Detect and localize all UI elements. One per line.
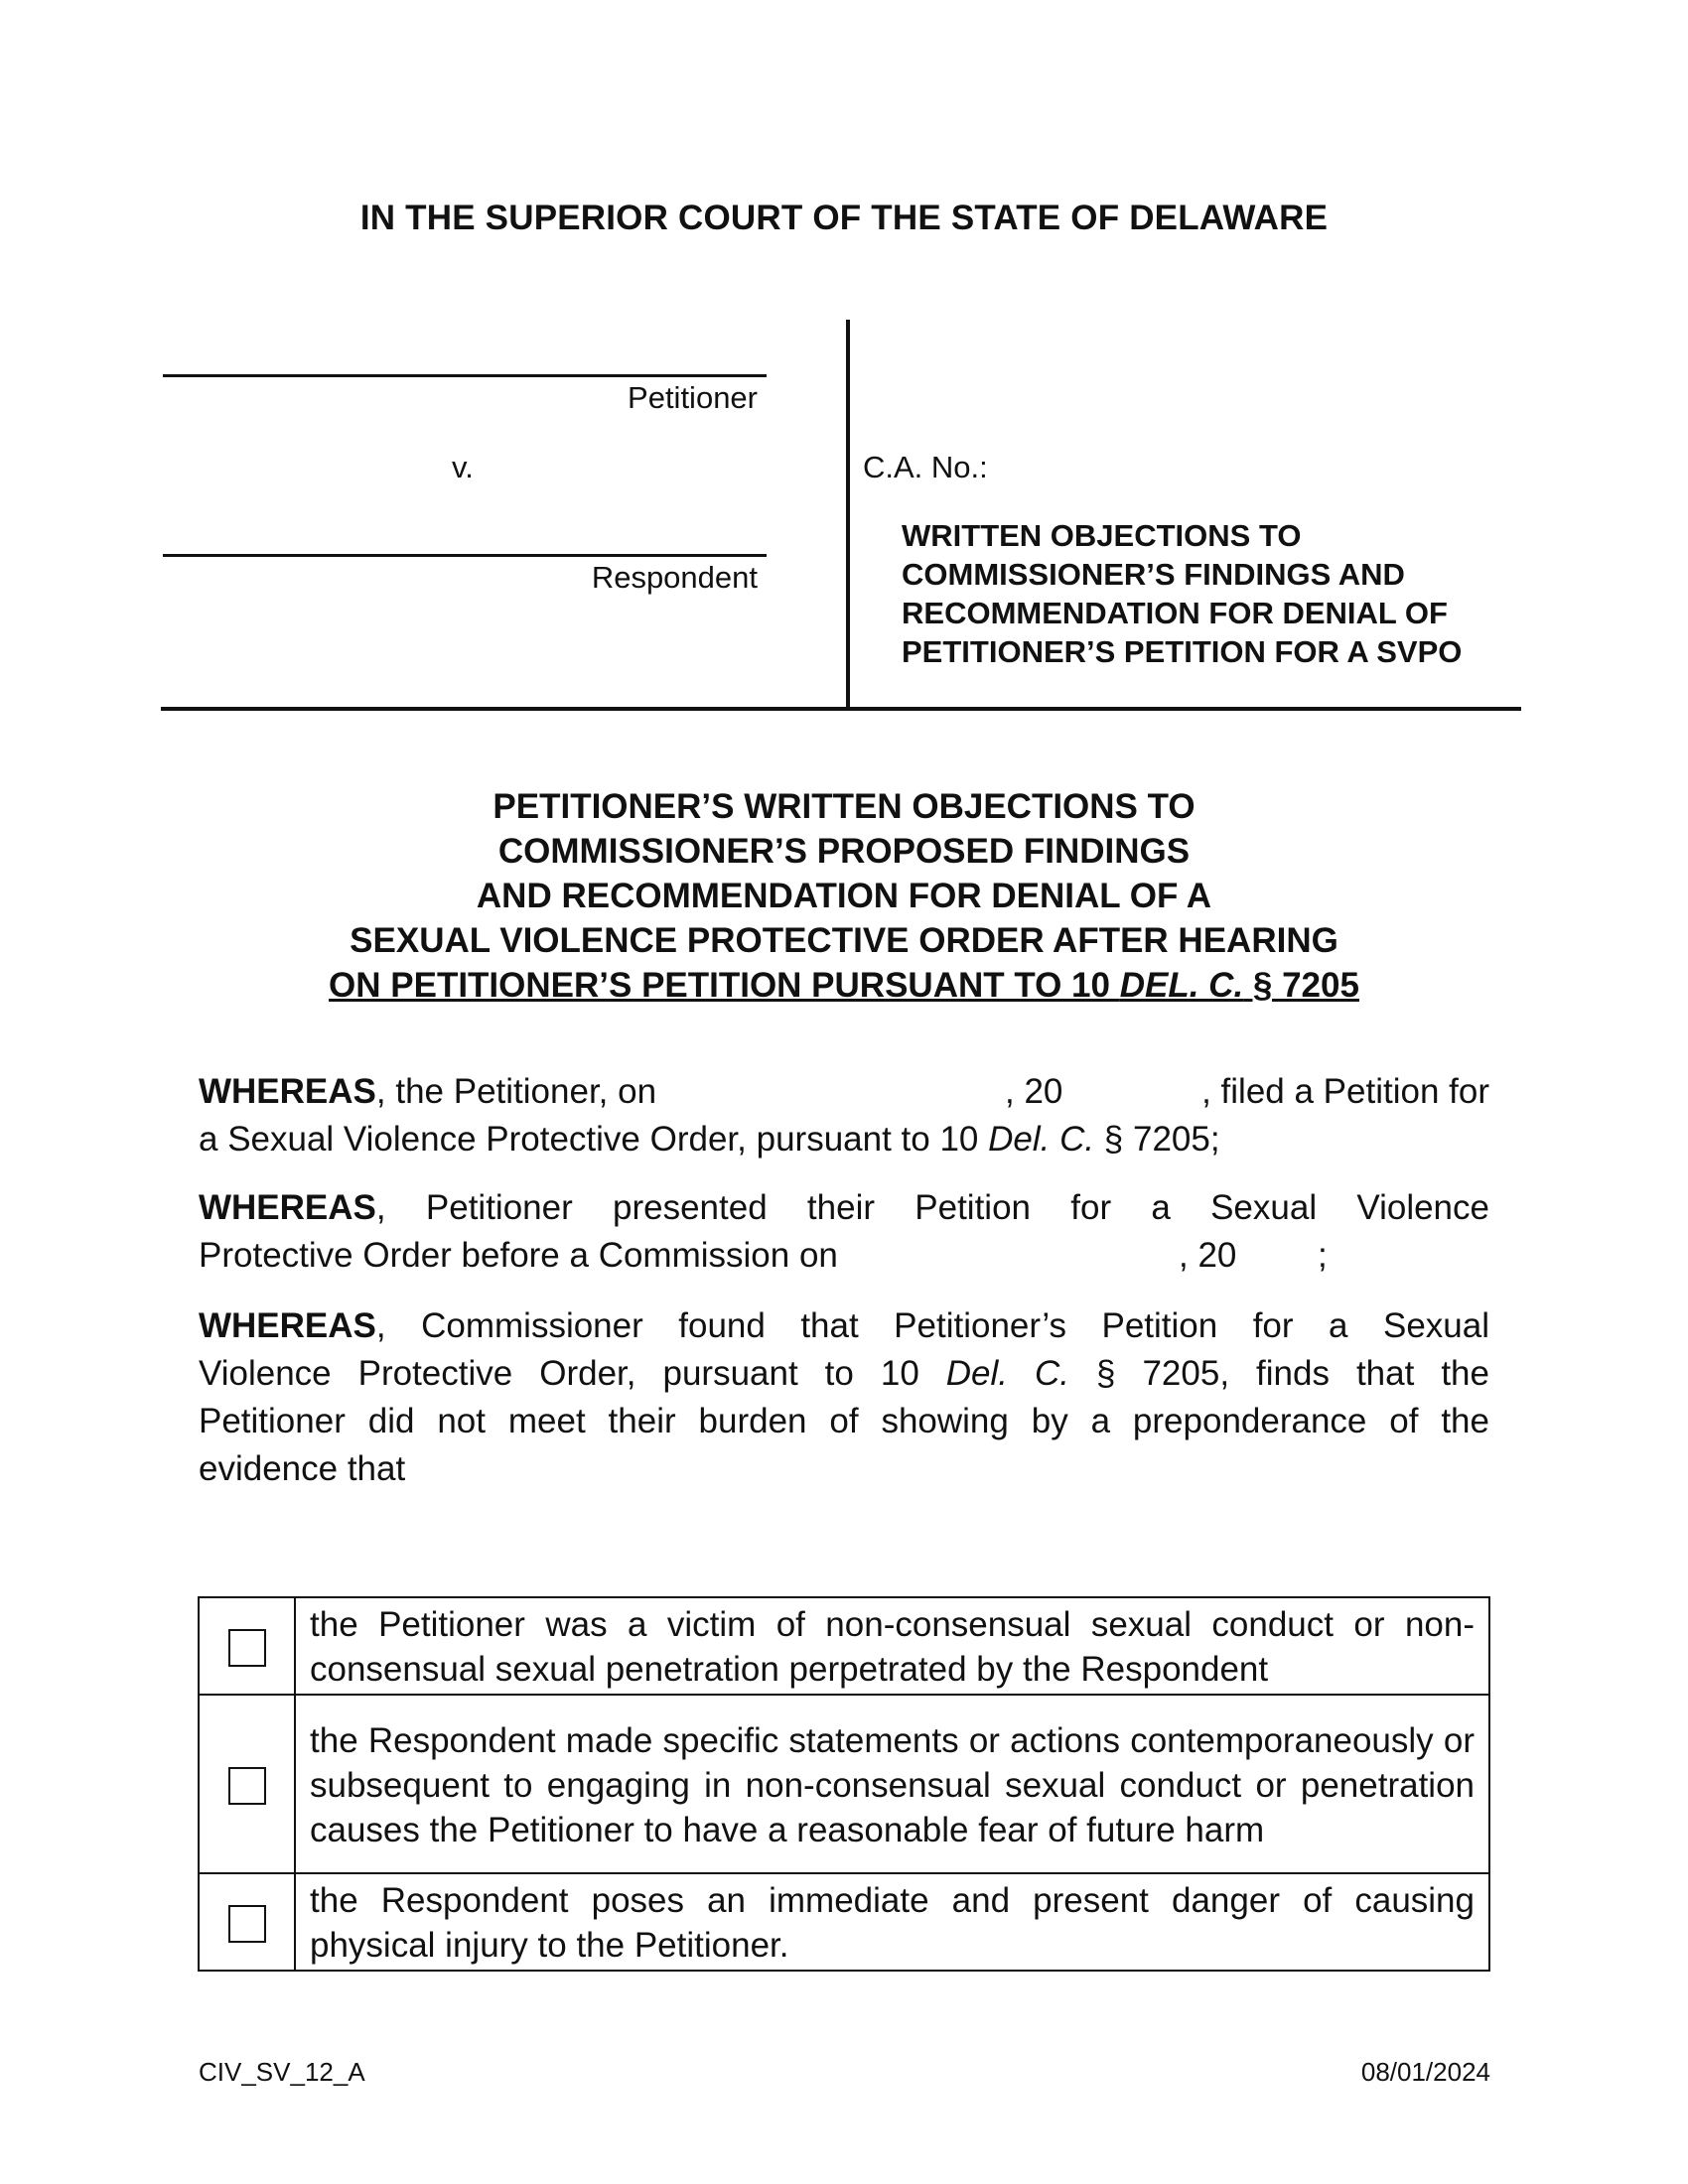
- form-date: 08/01/2024: [1360, 2057, 1490, 2087]
- whereas-paragraph-3: WHEREAS, Commissioner found that Petitioner’s Petition for a Sexual Violence Protective Order, pursuant to 10 Del. C. § 7205, finds that the Petitioner did not meet their burden of showing by a preponderance of the evidence that: [199, 1306, 1489, 1488]
- finding-text: the Respondent poses an immediate and present danger of causing physical injury to the Petitioner.: [295, 1873, 1489, 1971]
- findings-table: [198, 1596, 1490, 1972]
- caption-title-line: PETITIONER’S PETITION FOR A SVPO: [902, 634, 1463, 669]
- caption-divider: [846, 320, 850, 709]
- petitioner-name-line: [163, 374, 767, 377]
- main-title-line: PETITIONER’S WRITTEN OBJECTIONS TO: [492, 787, 1196, 826]
- hearing-year-blank[interactable]: [1256, 1232, 1306, 1276]
- main-title: [0, 784, 1688, 1008]
- respondent-label: Respondent: [591, 560, 758, 595]
- main-title-line: SEXUAL VIOLENCE PROTECTIVE ORDER AFTER HEARING: [350, 921, 1338, 960]
- versus-label: v.: [452, 450, 474, 484]
- case-number-label: C.A. No.:: [863, 450, 988, 484]
- filing-month-day-blank[interactable]: [715, 1068, 993, 1112]
- form-code: CIV_SV_12_A: [199, 2057, 365, 2087]
- finding-text: the Petitioner was a victim of non-consensual sexual conduct or non-consensual sexual penetration perpetrated by the Respondent: [295, 1597, 1489, 1695]
- caption-title-line: WRITTEN OBJECTIONS TO: [902, 518, 1302, 553]
- finding-checkbox[interactable]: [228, 1629, 266, 1667]
- main-title-statute-line: ON PETITIONER’S PETITION PURSUANT TO 10 DEL. C. § 7205: [329, 966, 1359, 1005]
- main-title-line: COMMISSIONER’S PROPOSED FINDINGS: [497, 832, 1191, 871]
- court-title: IN THE SUPERIOR COURT OF THE STATE OF DELAWARE: [359, 199, 1329, 237]
- finding-row: [199, 1597, 1489, 1695]
- respondent-name-line: [163, 554, 767, 557]
- hearing-month-day-blank[interactable]: [914, 1232, 1172, 1276]
- finding-checkbox[interactable]: [228, 1767, 266, 1805]
- whereas-paragraph-1: WHEREAS, the Petitioner, on , 20 , filed a Petition for a Sexual Violence Protective Order, pursuant to 10 Del. C. § 7205;: [199, 1068, 1489, 1163]
- caption-bottom-rule: [161, 707, 1521, 711]
- caption-title-line: COMMISSIONER’S FINDINGS AND: [902, 557, 1405, 592]
- whereas-paragraph-2: WHEREAS, Petitioner presented their Petition for a Sexual Violence Protective Order before a Commission on , 20 ;: [199, 1188, 1489, 1275]
- finding-row: [199, 1695, 1489, 1873]
- petitioner-label: Petitioner: [628, 380, 758, 415]
- main-title-line: AND RECOMMENDATION FOR DENIAL OF A: [476, 877, 1212, 915]
- caption-title-line: RECOMMENDATION FOR DENIAL OF: [902, 596, 1448, 630]
- finding-text: the Respondent made specific statements or actions contemporaneously or subsequent to engaging in non-consensual sexual conduct or penetration causes the Petitioner to have a reasonable fear of future harm: [295, 1695, 1489, 1873]
- filing-year-blank[interactable]: [1082, 1068, 1142, 1112]
- caption-document-title: [902, 516, 1462, 671]
- finding-row: [199, 1873, 1489, 1971]
- finding-checkbox[interactable]: [228, 1905, 266, 1943]
